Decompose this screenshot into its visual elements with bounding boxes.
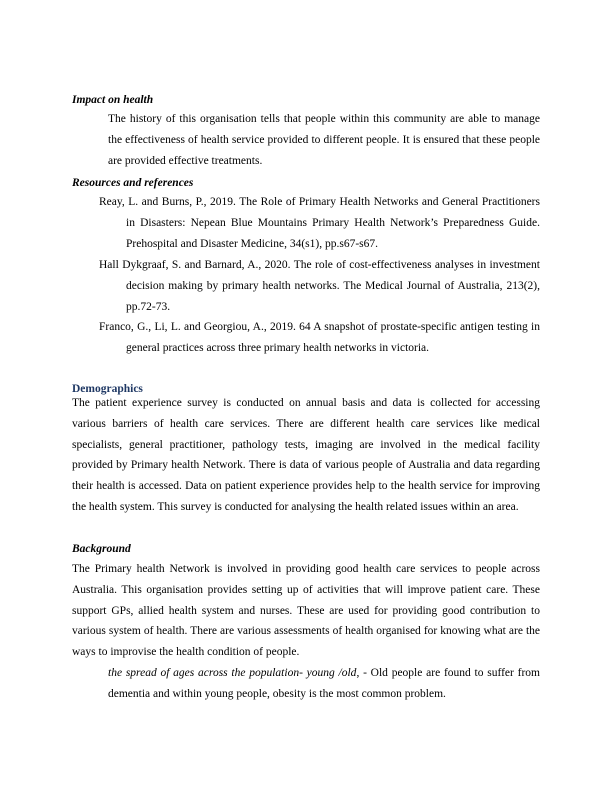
impact-heading: Impact on health: [72, 94, 154, 106]
demographics-heading: Demographics: [72, 383, 143, 395]
resources-heading: Resources and references: [72, 177, 194, 189]
reference-item: Reay, L. and Burns, P., 2019. The Role of Primary Health Networks and General Practitioners in Disasters: Nepean Blue Mountains Primary Health Network’s Preparedness Guide. Prehospital and Disaster Medicine, 34(s1), pp.s67-s67.: [99, 196, 540, 250]
background-paragraph: The Primary health Network is involved in providing good health care services to people across Australia. This organisation provides setting up of activities that will improve patient care. These support GPs, allied health system and nurses. These are used for providing good contribution to various system of health. There are various assessments of health organised for knowing what are the ways to improvise the health condition of people.: [72, 563, 540, 659]
ages-text: , - Old people are found to suffer from dementia and within young people, obesity is the most common problem.: [108, 667, 540, 700]
demographics-paragraph: The patient experience survey is conducted on annual basis and data is collected for accessing various barriers of health care services. There are different health care services like medical specialists, general practitioner, pathology tests, imaging are involved in the medical facility provided by Primary health Network. There is data of various people of Australia and data regarding their health is accessed. Data on patient experience provides help to the health service for improving the health system. This survey is conducted for analysing the health related issues within an area.: [72, 397, 540, 513]
impact-paragraph: The history of this organisation tells that people within this community are able to manage the effectiveness of health service provided to different people. It is ensured that these people are provided effective treatments.: [108, 113, 540, 167]
reference-item: Franco, G., Li, L. and Georgiou, A., 2019. 64 A snapshot of prostate-specific antigen testing in general practices across three primary health networks in victoria.: [99, 321, 540, 354]
ages-label: the spread of ages across the population- young /old: [108, 667, 357, 679]
reference-item: Hall Dykgraaf, S. and Barnard, A., 2020. The role of cost-effectiveness analyses in investment decision making by primary health networks. The Medical Journal of Australia, 213(2), pp.72-73.: [99, 259, 540, 313]
ages-paragraph: [108, 663, 540, 705]
background-heading: Background: [72, 543, 131, 555]
